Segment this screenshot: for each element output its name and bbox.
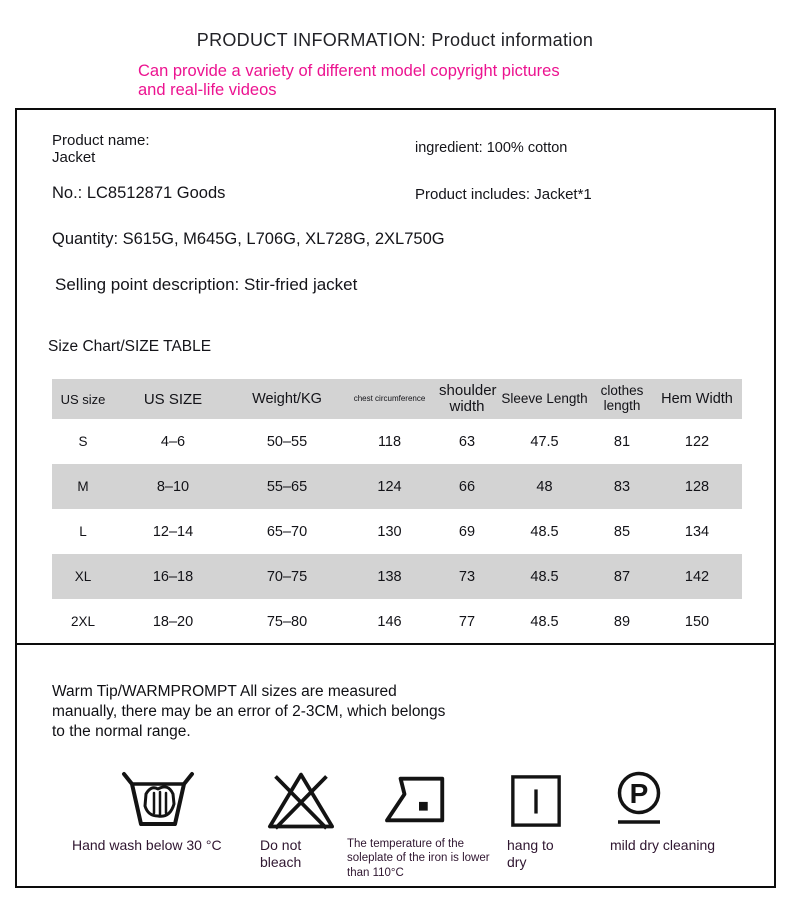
care-label-dry-clean: mild dry cleaning (610, 837, 716, 853)
cell: 142 (684, 568, 710, 585)
cell: 55–65 (266, 478, 308, 495)
cell: 77 (458, 613, 476, 630)
cell: 146 (377, 613, 402, 630)
cell: 73 (458, 568, 476, 585)
product-name-label: Product name: (52, 132, 150, 149)
cell: 48 (536, 478, 553, 495)
product-includes: Product includes: Jacket*1 (415, 186, 592, 203)
cell: XL (74, 569, 92, 584)
cell: 122 (684, 433, 710, 450)
col-shoulder-width: shoulder width (439, 382, 497, 415)
cell: 75–80 (266, 613, 308, 630)
cell: 2XL (70, 614, 96, 629)
product-quantity: Quantity: S615G, M645G, L706G, XL728G, 2XL750G (52, 230, 445, 248)
col-clothes-length: clothes length (600, 383, 644, 413)
cell: M (77, 479, 89, 494)
cell: 134 (684, 523, 710, 540)
cell: 50–55 (266, 433, 308, 450)
col-us-size-caps: US SIZE (143, 390, 203, 408)
col-chest-circumference: chest circumference (353, 394, 426, 404)
cell: 83 (613, 478, 631, 495)
cell: 85 (613, 523, 631, 540)
cell: 63 (458, 433, 476, 450)
cell: 47.5 (530, 433, 559, 450)
cell: 150 (684, 613, 710, 630)
selling-point-description: Selling point description: Stir-fried jacket (55, 275, 358, 294)
hand-wash-icon (118, 768, 198, 832)
care-label-do-not-bleach: Do not bleach (260, 837, 302, 871)
cell: 69 (458, 523, 476, 540)
cell: L (79, 524, 87, 539)
page-subtitle: Can provide a variety of different model copyright pictures and real-life videos (138, 62, 560, 100)
col-hem-width: Hem Width (661, 391, 733, 407)
cell: 8–10 (156, 478, 190, 495)
product-name (52, 132, 150, 167)
product-ingredient: ingredient: 100% cotton (415, 140, 568, 156)
table-row-xl (52, 554, 742, 599)
hang-to-dry-icon (509, 773, 563, 829)
product-number: No.: LC8512871 Goods (52, 184, 226, 202)
cell: 65–70 (266, 523, 308, 540)
cell: 130 (377, 523, 402, 540)
cell: 4–6 (160, 433, 186, 450)
cell: 66 (458, 478, 476, 495)
cell: S (78, 434, 88, 449)
size-chart-heading: Size Chart/SIZE TABLE (48, 338, 212, 355)
table-row-2xl (52, 599, 742, 644)
size-table (52, 379, 742, 644)
cell: 48.5 (530, 523, 559, 540)
col-us-size: US size (60, 391, 106, 407)
cell: 124 (377, 478, 402, 495)
warm-tip-text: Warm Tip/WARMPROMPT All sizes are measured manually, there may be an error of 2-3CM, which belongs to the normal range. (52, 683, 446, 741)
product-info-panel (15, 108, 776, 888)
table-row-l (52, 509, 742, 554)
product-name-value: Jacket (52, 149, 96, 167)
col-sleeve-length: Sleeve Length (501, 390, 588, 406)
cell: 70–75 (266, 568, 308, 585)
svg-text:P: P (629, 778, 649, 809)
cell: 128 (684, 478, 710, 495)
cell: 48.5 (530, 613, 559, 630)
cell: 89 (613, 613, 631, 630)
section-divider (17, 643, 774, 645)
cell: 87 (613, 568, 631, 585)
cell: 16–18 (152, 568, 194, 585)
do-not-bleach-icon (262, 768, 340, 834)
cell: 48.5 (530, 568, 559, 585)
cell: 81 (613, 433, 631, 450)
table-row-s (52, 419, 742, 464)
care-label-hang-dry: hang to dry (507, 837, 554, 871)
cell: 18–20 (152, 613, 194, 630)
care-label-hand-wash: Hand wash below 30 °C (72, 837, 222, 853)
dry-clean-p-icon (611, 770, 667, 832)
cell: 118 (377, 433, 402, 450)
col-weight: Weight/KG (252, 391, 322, 407)
size-table-header-row (52, 379, 742, 419)
page-title: PRODUCT INFORMATION: Product information (196, 30, 594, 50)
cell: 12–14 (152, 523, 194, 540)
table-row-m (52, 464, 742, 509)
cell: 138 (377, 568, 402, 585)
iron-low-temp-icon (380, 768, 458, 830)
care-label-iron-temp: The temperature of the soleplate of the iron is lower than 110°C (347, 838, 490, 879)
